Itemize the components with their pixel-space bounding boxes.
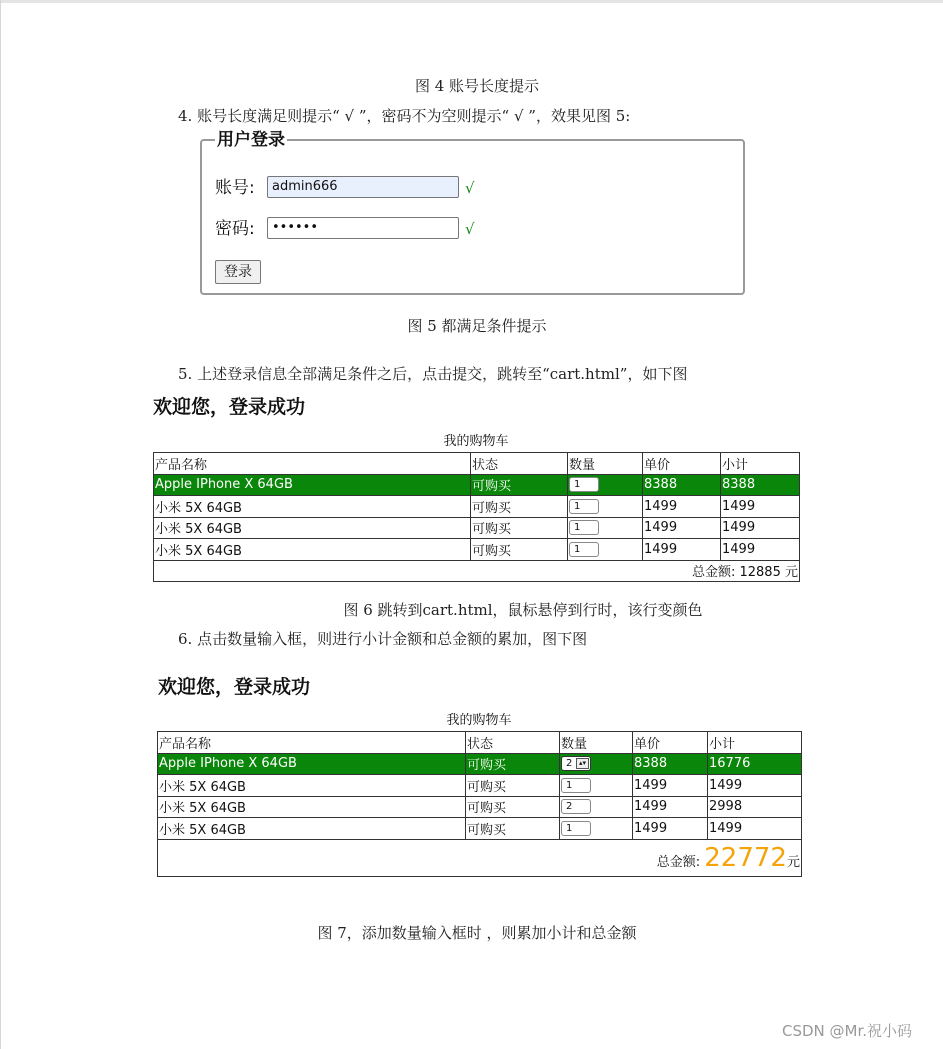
- account-label: 账号:: [215, 178, 255, 198]
- table-header-row: [158, 732, 802, 754]
- total-cell: [158, 839, 802, 876]
- password-input[interactable]: ••••••: [267, 217, 459, 239]
- header-qty: 数量: [568, 453, 643, 475]
- quantity-input[interactable]: 1: [569, 499, 599, 514]
- qty-cell: [560, 818, 633, 840]
- header-price: 单价: [643, 453, 721, 475]
- product-price: 1499: [633, 818, 708, 840]
- qty-cell: [568, 539, 643, 561]
- login-fieldset: [200, 130, 745, 295]
- spinner-arrows-icon[interactable]: ▴▾: [576, 758, 589, 769]
- page-edge-left: [0, 0, 1, 1049]
- table-row[interactable]: [154, 474, 800, 496]
- table-header-row: [154, 453, 800, 475]
- table-row[interactable]: [158, 775, 802, 797]
- product-price: 1499: [643, 517, 721, 539]
- total-value: 12885: [739, 565, 781, 581]
- product-subtotal: 1499: [708, 818, 802, 840]
- product-name: 小米 5X 64GB: [158, 818, 466, 840]
- step-5-text: 5. 上述登录信息全部满足条件之后，点击提交，跳转至“cart.html”，如下图: [178, 365, 688, 383]
- figure-5-caption: 图 5 都满足条件提示: [407, 317, 547, 335]
- total-value: 22772: [704, 842, 787, 873]
- password-row: [215, 217, 475, 241]
- figure-7-caption: 图 7，添加数量输入框时 ，则累加小计和总金额: [317, 924, 637, 942]
- quantity-input[interactable]: 2: [561, 799, 591, 814]
- table-row[interactable]: [154, 517, 800, 539]
- currency-label: 元: [784, 565, 798, 581]
- header-qty: 数量: [560, 732, 633, 754]
- product-name: 小米 5X 64GB: [154, 539, 471, 561]
- account-check-icon: √: [465, 179, 475, 197]
- account-input[interactable]: admin666: [267, 176, 459, 198]
- product-subtotal: 1499: [721, 539, 800, 561]
- table-row[interactable]: [158, 753, 802, 775]
- quantity-input[interactable]: 1: [569, 520, 599, 535]
- cart-caption: 我的购物车: [443, 434, 509, 449]
- header-status: 状态: [466, 732, 560, 754]
- table-row[interactable]: [154, 496, 800, 518]
- product-price: 1499: [643, 496, 721, 518]
- figure-6-caption: 图 6 跳转到cart.html，鼠标悬停到行时，该行变颜色: [343, 601, 703, 619]
- quantity-input[interactable]: 1: [561, 821, 591, 836]
- product-subtotal: 2998: [708, 796, 802, 818]
- qty-cell: [568, 496, 643, 518]
- product-name: 小米 5X 64GB: [154, 517, 471, 539]
- qty-cell: [568, 517, 643, 539]
- step-6-text: 6. 点击数量输入框，则进行小计金额和总金额的累加，图下图: [178, 630, 588, 648]
- product-name: 小米 5X 64GB: [154, 496, 471, 518]
- product-name: 小米 5X 64GB: [158, 775, 466, 797]
- figure-4-caption: 图 4 账号长度提示: [414, 77, 540, 95]
- product-price: 8388: [633, 753, 708, 775]
- step-4-text: 4. 账号长度满足则提示“ √ ”，密码不为空则提示“ √ ”，效果见图 5:: [178, 107, 631, 125]
- cart-table-2: [157, 711, 801, 877]
- table-row[interactable]: [158, 818, 802, 840]
- product-subtotal: 16776: [708, 753, 802, 775]
- product-status: 可购买: [471, 539, 568, 561]
- product-name: 小米 5X 64GB: [158, 796, 466, 818]
- password-check-icon: √: [465, 220, 475, 238]
- page-edge: [0, 0, 943, 3]
- total-label: 总金额:: [691, 565, 736, 581]
- header-name: 产品名称: [158, 732, 466, 754]
- table-row[interactable]: [158, 796, 802, 818]
- watermark: CSDN @Mr.祝小码: [782, 1022, 913, 1040]
- product-status: 可购买: [471, 496, 568, 518]
- product-status: 可购买: [466, 818, 560, 840]
- header-price: 单价: [633, 732, 708, 754]
- product-subtotal: 1499: [708, 775, 802, 797]
- currency-label: 元: [786, 854, 800, 870]
- header-status: 状态: [471, 453, 568, 475]
- total-label: 总金额:: [656, 854, 701, 870]
- header-name: 产品名称: [154, 453, 471, 475]
- login-legend: 用户登录: [217, 130, 285, 150]
- welcome-heading-2: 欢迎您，登录成功: [158, 676, 311, 698]
- product-status: 可购买: [466, 796, 560, 818]
- product-subtotal: 1499: [721, 496, 800, 518]
- product-status: 可购买: [466, 775, 560, 797]
- product-subtotal: 8388: [721, 474, 800, 496]
- welcome-heading-1: 欢迎您，登录成功: [153, 396, 306, 418]
- qty-cell: [560, 775, 633, 797]
- qty-cell: [560, 753, 633, 775]
- account-row: [215, 176, 475, 200]
- product-name: Apple IPhone X 64GB: [158, 753, 466, 775]
- header-subtotal: 小计: [721, 453, 800, 475]
- product-status: 可购买: [471, 517, 568, 539]
- quantity-value: 2: [566, 758, 573, 770]
- product-status: 可购买: [471, 474, 568, 496]
- product-price: 1499: [633, 775, 708, 797]
- product-price: 1499: [633, 796, 708, 818]
- product-status: 可购买: [466, 753, 560, 775]
- password-label: 密码:: [215, 219, 255, 239]
- total-row: [158, 839, 802, 876]
- product-price: 1499: [643, 539, 721, 561]
- total-cell: [154, 560, 800, 582]
- header-subtotal: 小计: [708, 732, 802, 754]
- quantity-input[interactable]: 1: [569, 477, 599, 492]
- table-row[interactable]: [154, 539, 800, 561]
- login-button[interactable]: 登录: [215, 260, 261, 284]
- total-row: [154, 560, 800, 582]
- product-price: 8388: [643, 474, 721, 496]
- quantity-input[interactable]: [561, 756, 591, 771]
- cart-table-1: [153, 432, 799, 582]
- product-subtotal: 1499: [721, 517, 800, 539]
- qty-cell: [560, 796, 633, 818]
- product-name: Apple IPhone X 64GB: [154, 474, 471, 496]
- quantity-input[interactable]: 1: [561, 778, 591, 793]
- cart-caption: 我的购物车: [446, 713, 512, 728]
- qty-cell: [568, 474, 643, 496]
- quantity-input[interactable]: 1: [569, 542, 599, 557]
